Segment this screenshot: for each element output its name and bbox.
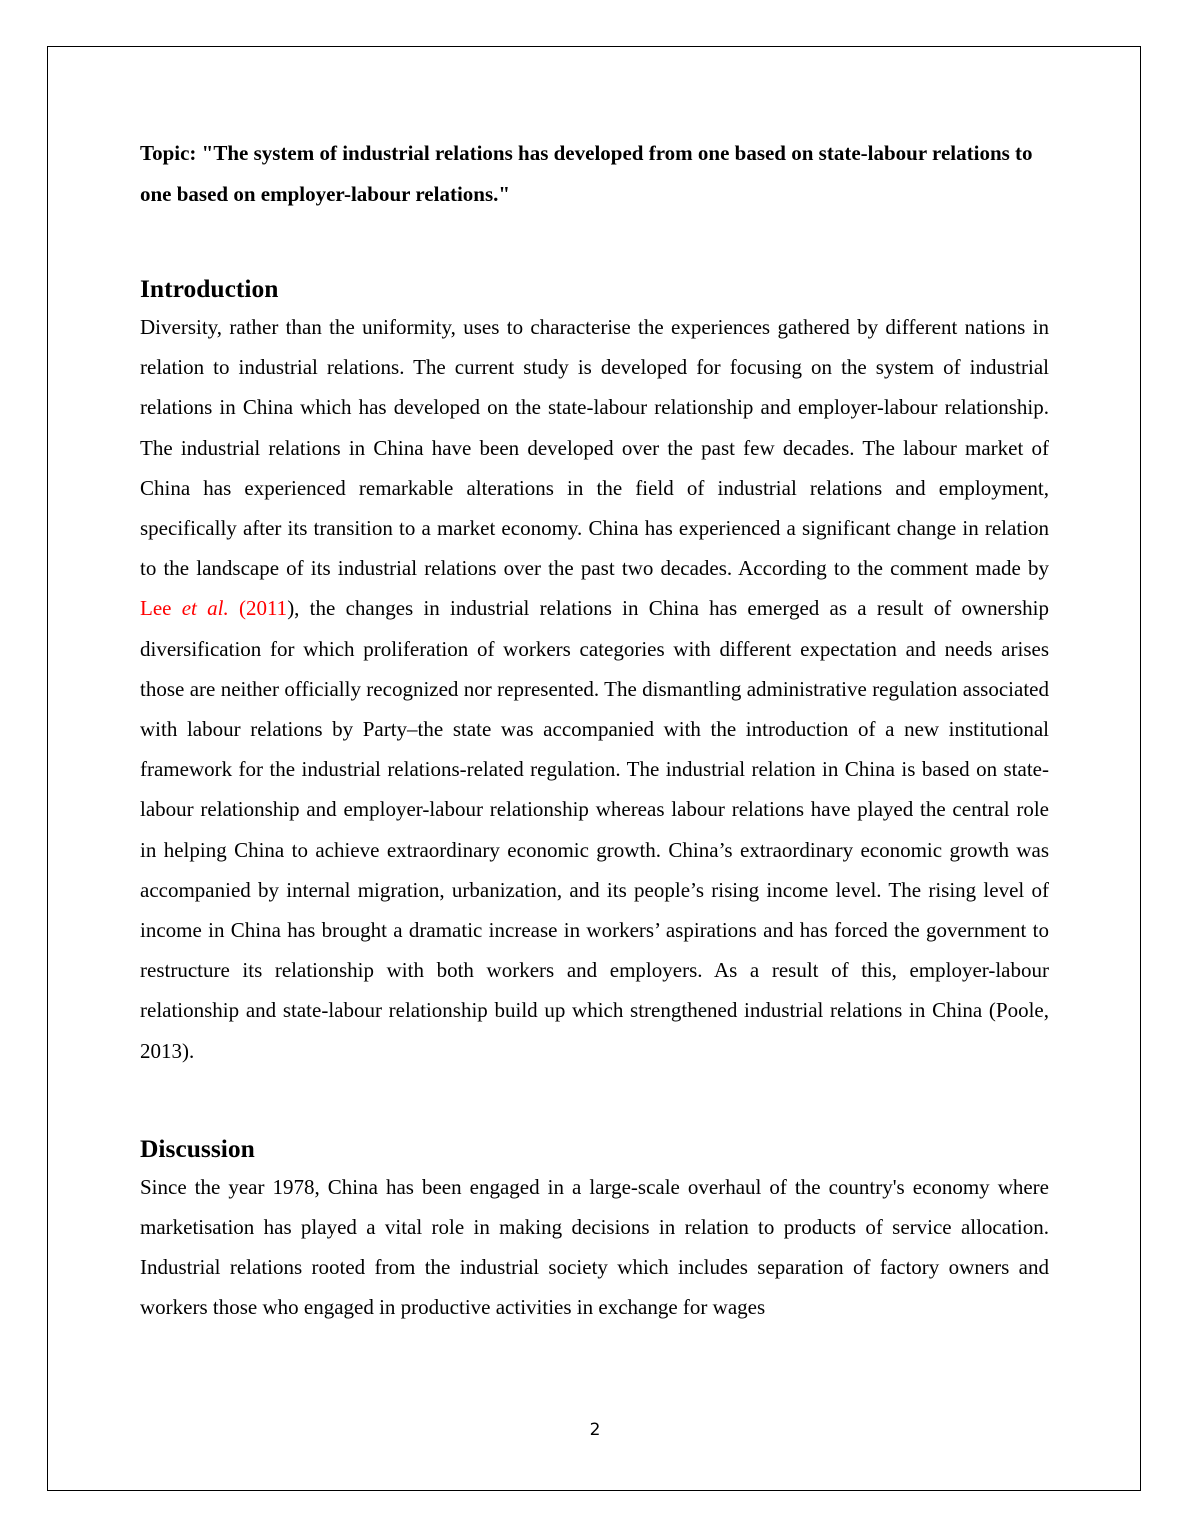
intro-text-part-2: ), the changes in industrial relations in China has emerged as a result of ownership diversification for which proliferation of workers categories with different expectation and needs arises those are neither officially recognized nor represented. The dismantling administrative regulation associated with labour relations by Party–the state was accompanied with the introduction of a new institutional framework for the industrial relations-related regulation. The industrial relation in China is based on state-labour relationship and employer-labour relationship whereas labour relations have played the central role in helping China to achieve extraordinary economic growth. China’s extraordinary economic growth was accompanied by internal migration, urbanization, and its people’s rising income level. The rising level of income in China has brought a dramatic increase in workers’ aspirations and has forced the government to restructure its relationship with both workers and employers. As a result of this, employer-labour relationship and state-labour relationship build up which strengthened industrial relations in China (Poole, 2013). (140, 596, 1049, 1063)
citation-lee-2011 (140, 596, 287, 620)
citation-etal: et al. (181, 596, 229, 621)
discussion-heading: Discussion (140, 1133, 255, 1163)
introduction-heading: Introduction (140, 274, 279, 303)
topic-heading: Topic: "The system of industrial relations has developed from one based on state-labour relations to one based on employer-labour relations." (140, 141, 1033, 206)
page-number: 2 (589, 1420, 601, 1440)
citation-year: (2011 (228, 596, 288, 621)
citation-author: Lee (140, 596, 182, 621)
page-content (140, 133, 1049, 1328)
intro-text-part-1: Diversity, rather than the uniformity, uses to characterise the experiences gathered by different nations in relation to industrial relations. The current study is developed for focusing on the system of industrial relations in China which has developed on the state-labour relationship and employer-labour relationship. The industrial relations in China have been developed over the past few decades. The labour market of China has experienced remarkable alterations in the field of industrial relations and employment, specifically after its transition to a market economy. China has experienced a significant change in relation to the landscape of its industrial relations over the past two decades. According to the comment made by (140, 315, 1049, 581)
introduction-paragraph (140, 307, 1049, 1071)
discussion-paragraph: Since the year 1978, China has been engaged in a large-scale overhaul of the country's economy where marketisation has played a vital role in making decisions in relation to products of service allocation. Industrial relations rooted from the industrial society which includes separation of factory owners and workers those who engaged in productive activities in exchange for wages (140, 1174, 1049, 1320)
